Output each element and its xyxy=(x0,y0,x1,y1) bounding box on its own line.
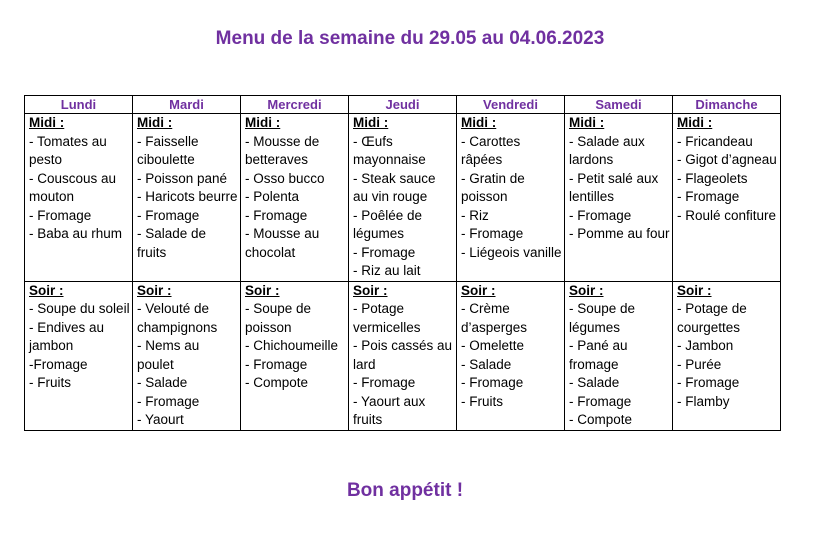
soir-label: Soir : xyxy=(461,282,496,298)
menu-item: - Pomme au four xyxy=(569,226,670,241)
menu-item: - Haricots beurre xyxy=(137,189,238,204)
soir-row xyxy=(25,281,781,430)
menu-item: - Fromage xyxy=(677,189,740,204)
menu-item: - Potage vermicelles xyxy=(353,301,421,335)
menu-item: - Liégeois vanille xyxy=(461,244,562,260)
soir-cell-lundi xyxy=(25,281,133,430)
midi-label: Midi : xyxy=(677,115,713,130)
menu-item: - Gigot d’agneau xyxy=(677,152,777,167)
menu-item: - Roulé confiture xyxy=(677,207,777,223)
menu-item: - Poisson pané xyxy=(137,170,228,186)
menu-item: - Œufs mayonnaise xyxy=(353,133,426,167)
menu-item: - Fricandeau xyxy=(677,133,753,149)
page-title: Menu de la semaine du 29.05 au 04.06.2023 xyxy=(215,28,605,49)
midi-cell-vendredi xyxy=(457,114,565,282)
menu-item: - Petit salé aux lentilles xyxy=(569,170,659,204)
soir-label: Soir : xyxy=(677,282,712,298)
menu-item: - Fromage xyxy=(245,356,308,372)
menu-item: - Endives au jambon xyxy=(29,319,105,353)
menu-item: - Omelette xyxy=(461,338,525,353)
soir-label: Soir : xyxy=(569,282,604,298)
menu-item: - Fromage xyxy=(461,375,524,390)
menu-item: - Baba au rhum xyxy=(29,226,123,241)
menu-item: - Chichoumeille xyxy=(245,338,339,353)
menu-item: - Polenta xyxy=(245,189,300,204)
day-header-mercredi: Mercredi xyxy=(241,96,349,114)
menu-item: - Soupe de poisson xyxy=(245,301,312,335)
midi-label: Midi : xyxy=(461,115,497,130)
menu-item: - Salade xyxy=(137,375,188,390)
menu-item: - Tomates au pesto xyxy=(29,133,107,167)
midi-row xyxy=(25,114,781,282)
midi-cell-samedi xyxy=(565,114,673,282)
menu-item: - Flageolets xyxy=(677,170,748,186)
menu-item: - Fromage xyxy=(353,375,416,390)
menu-item: - Flamby xyxy=(677,393,730,409)
menu-item: - Nems au poulet xyxy=(137,338,200,372)
menu-item: - Pané au fromage xyxy=(569,338,628,372)
midi-label: Midi : xyxy=(29,115,65,130)
soir-label: Soir : xyxy=(245,282,280,298)
menu-item: - Jambon xyxy=(677,338,734,353)
menu-item: - Fromage xyxy=(461,226,524,241)
soir-cell-jeudi xyxy=(349,281,457,430)
menu-item: - Gratin de poisson xyxy=(461,170,525,204)
midi-cell-lundi xyxy=(25,114,133,282)
menu-item: - Compote xyxy=(569,412,633,427)
menu-item: - Riz au lait xyxy=(353,263,421,278)
menu-item: - Mousse au chocolat xyxy=(245,226,320,260)
soir-label: Soir : xyxy=(137,282,172,298)
menu-item: - Salade de fruits xyxy=(137,226,207,260)
menu-item: - Fruits xyxy=(29,375,71,390)
menu-item: - Potage de courgettes xyxy=(677,301,747,335)
menu-item: - Fromage xyxy=(137,207,200,223)
midi-label: Midi : xyxy=(245,115,281,130)
menu-item: - Fromage xyxy=(677,375,740,390)
menu-item: -Fromage xyxy=(29,356,88,372)
day-header-jeudi: Jeudi xyxy=(349,96,457,114)
menu-item: - Fromage xyxy=(137,393,200,409)
day-header-lundi: Lundi xyxy=(25,96,133,114)
menu-item: - Fromage xyxy=(353,244,416,260)
menu-item: - Purée xyxy=(677,356,722,372)
menu-item: - Compote xyxy=(245,375,309,390)
soir-cell-samedi xyxy=(565,281,673,430)
menu-item: - Fruits xyxy=(461,393,503,409)
soir-cell-dimanche xyxy=(673,281,781,430)
menu-item: - Osso bucco xyxy=(245,170,325,186)
soir-label: Soir : xyxy=(353,282,388,298)
menu-item: - Salade xyxy=(461,356,512,372)
menu-item: - Salade xyxy=(569,375,620,390)
day-header-dimanche: Dimanche xyxy=(673,96,781,114)
menu-item: - Velouté de champignons xyxy=(137,301,218,335)
menu-item: - Yaourt aux fruits xyxy=(353,393,426,427)
menu-item: - Riz xyxy=(461,207,489,223)
day-header-row xyxy=(25,96,781,114)
menu-item: - Soupe de légumes xyxy=(569,301,636,335)
menu-item: - Salade aux lardons xyxy=(569,133,645,167)
midi-cell-mercredi xyxy=(241,114,349,282)
menu-item: - Crème d’asperges xyxy=(461,301,528,335)
day-header-vendredi: Vendredi xyxy=(457,96,565,114)
soir-cell-vendredi xyxy=(457,281,565,430)
menu-item: - Faisselle ciboulette xyxy=(137,133,199,167)
menu-item: - Fromage xyxy=(245,207,308,223)
midi-label: Midi : xyxy=(353,115,389,130)
menu-item: - Carottes râpées xyxy=(461,133,521,167)
closing-message: Bon appétit ! xyxy=(346,480,464,501)
midi-label: Midi : xyxy=(569,115,605,130)
midi-cell-jeudi xyxy=(349,114,457,282)
menu-item: - Fromage xyxy=(569,393,632,409)
soir-cell-mercredi xyxy=(241,281,349,430)
menu-item: - Couscous au mouton xyxy=(29,170,117,204)
midi-cell-mardi xyxy=(133,114,241,282)
day-header-samedi: Samedi xyxy=(565,96,673,114)
soir-label: Soir : xyxy=(29,282,64,298)
midi-label: Midi : xyxy=(137,115,173,130)
menu-item: - Mousse de betteraves xyxy=(245,133,320,167)
menu-item: - Fromage xyxy=(29,207,92,223)
soir-cell-mardi xyxy=(133,281,241,430)
weekly-menu-table xyxy=(24,95,781,431)
midi-cell-dimanche xyxy=(673,114,781,282)
menu-item: - Pois cassés au lard xyxy=(353,338,453,372)
menu-item: - Fromage xyxy=(569,207,632,223)
menu-item: - Poêlée de légumes xyxy=(353,207,423,241)
menu-item: - Soupe du soleil xyxy=(29,301,130,316)
day-header-mardi: Mardi xyxy=(133,96,241,114)
menu-item: - Steak sauce au vin rouge xyxy=(353,170,436,204)
menu-item: - Yaourt xyxy=(137,412,184,427)
